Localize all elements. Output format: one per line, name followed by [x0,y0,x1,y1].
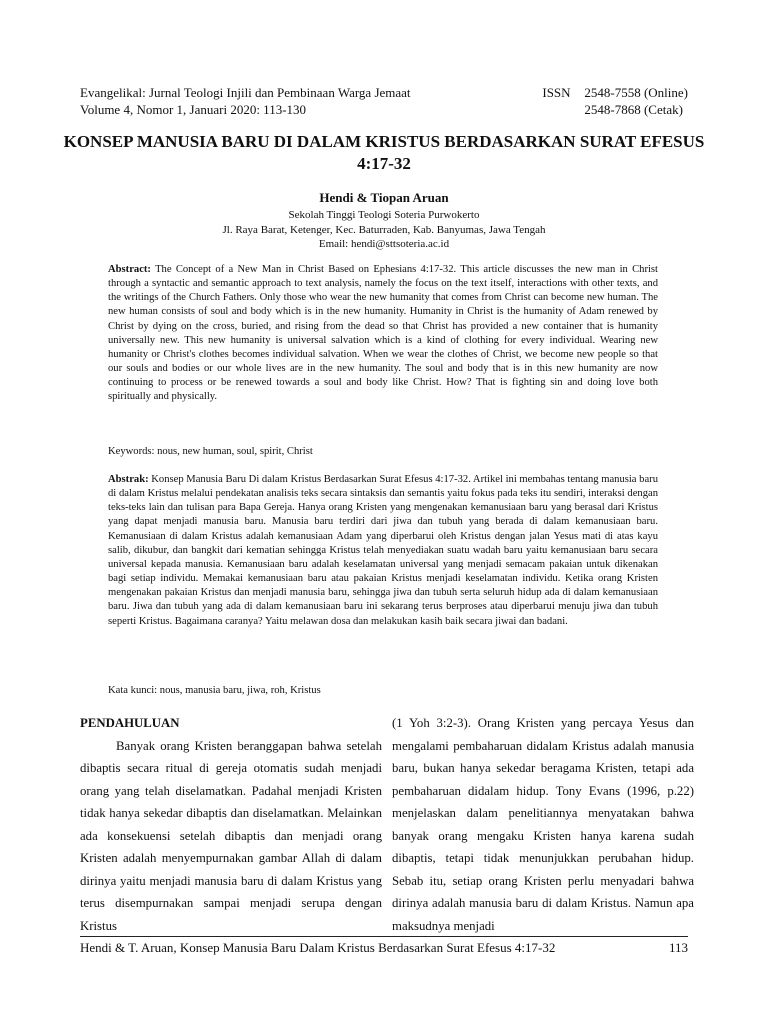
abstract-indonesian [108,473,658,629]
author-email: Email: hendi@sttsoteria.ac.id [318,238,450,250]
page-number: 113 [668,940,688,955]
keywords-english: Keywords: nous, new human, soul, spirit, Christ [108,446,313,457]
body-column-right [392,712,694,937]
abstract-text: The Concept of a New Man in Christ Based on Ephesians 4:17-32. This article discusses the new man in Christ through a syntactic and semantic approach to text analysis, namely the focus on the text itself, interactions with other texts, and the writings of the Church Fathers. Only those who wear the new humanity that comes from Christ can become new human. The new human consists of soul and body which is in the new humanity. Humanity in Christ is the humanity of Adam renewed by Christ by dying on the cross, buried, and rising from the dead so that Christ has provided a new container that is humanity universally new. This new humanity is universal salvation which is a kind of clothing for every individual. Wearing new humanity or Christ's clothes becomes individual salvation. When we wear the clothes of Christ, we become new people so that our souls and bodies or our whole lives are in the new humanity. The soul and body that is in this new humanity are now continuing to process or be renewed towards a soul and body like Christ. How? That is fighting sin and doing love both spiritually and physically. [108,264,658,403]
keywords-indonesian: Kata kunci: nous, manusia baru, jiwa, roh, Kristus [108,685,321,696]
journal-info [80,84,411,118]
abstract-english [108,263,658,405]
running-footer [80,939,688,956]
abstrak-label: Abstrak: [108,474,149,485]
author-names: Hendi & Tiopan Aruan [319,190,449,205]
body-column-left [80,712,382,937]
journal-name: Evangelikal: Jurnal Teologi Injili dan Pembinaan Warga Jemaat [80,85,411,100]
abstrak-text: Konsep Manusia Baru Di dalam Kristus Berdasarkan Surat Efesus 4:17-32. Artikel ini membahas tentang manusia baru di dalam Kristus melalui pendekatan analisis teks secara sintaksis dan semantis yaitu fokus pada teks itu sendiri, interaksi dengan teks-teks lain dan tulisan para Bapa Gereja. Hanya orang Kristen yang mengenakan kemanusiaan baru yang berasal dari Kristus yang dapat menjadi manusia baru. Manusia baru terdiri dari jiwa dan tubuh yang berada di dalam kemanusiaan baru. Kemanusiaan di dalam Kristus adalah kemanusiaan Adam yang diperbarui oleh Kristus dengan jalan Yesus mati di atas kayu salib, dikubur, dan bangkit dari kematian sehingga Kristus telah menyediakan suatu wadah baru yaitu kemanusiaan baru secara universal kepada manusia. Kemanusiaan baru adalah keselamatan universal yang menjadi semacam pakaian untuk dikenakan bagi setiap individu. Memakai kemanusiaan baru atau pakaian Kristus menjadi keselamatan individu. Ketika orang Kristen mengenakan pakaian Kristus dan menjadi manusia baru, sehingga jiwa dan tubuh serta seluruh hidup ada di dalam kemanusiaan baru. Jiwa dan tubuh yang ada di dalam kemanusiaan baru ini sekarang terus berproses atau diperbarui menuju jiwa dan tubuh seperti Kristus. Bagaimana caranya? Yaitu melawan dosa dan melakukan kasih baik secara jiwai dan badani. [108,474,658,627]
author-address: Jl. Raya Barat, Ketenger, Kec. Baturraden, Kab. Banyumas, Jawa Tengah [222,223,546,236]
issn-block [542,84,688,118]
footer-divider [80,936,688,937]
issn-label: ISSN [542,85,571,100]
issn-online: 2548-7558 (Online) [584,85,688,100]
author-affiliation: Sekolah Tinggi Teologi Soteria Purwokerto [288,209,480,221]
body-paragraph: Banyak orang Kristen beranggapan bahwa setelah dibaptis secara ritual di gereja otomatis sudah menjadi orang yang telah diselamatkan. Padahal menjadi Kristen tidak hanya sekedar dibaptis dan diselamatkan. Melainkan ada konsekuensi setelah dibaptis dan menjadi orang Kristen adalah menyempurnakan gambar Allah di dalam dirinya yaitu menjadi manusia baru di dalam Kristus yang terus disempurnakan sampai menjadi serupa dengan Kristus [80,738,382,933]
issn-print: 2548-7868 (Cetak) [584,102,683,117]
abstract-label: Abstract: [108,264,151,275]
author-block [80,190,688,252]
journal-volume: Volume 4, Nomor 1, Januari 2020: 113-130 [80,102,307,117]
paper-title: KONSEP MANUSIA BARU DI DALAM KRISTUS BERDASARKAN SURAT EFESUS 4:17-32 [63,132,705,173]
body-paragraph: (1 Yoh 3:2-3). Orang Kristen yang percaya Yesus dan mengalami pembaharuan didalam Kristus adalah manusia baru, bukan hanya sekedar beragama Kristen, tetapi ada pembaharuan didalam hidup. Tony Evans (1996, p.22) menjelaskan dalam penelitiannya menyatakan bahwa banyak orang mengaku Kristen hanya karena sudah dibaptis, tetapi tidak menunjukkan perubahan hidup. Sebab itu, setiap orang Kristen perlu menyadari bahwa dirinya adalah manusia baru di dalam Kristus. Namun apa maksudnya menjadi [392,716,694,933]
section-heading: PENDAHULUAN [80,716,180,730]
footer-citation: Hendi & T. Aruan, Konsep Manusia Baru Dalam Kristus Berdasarkan Surat Efesus 4:17-32 [80,940,556,955]
